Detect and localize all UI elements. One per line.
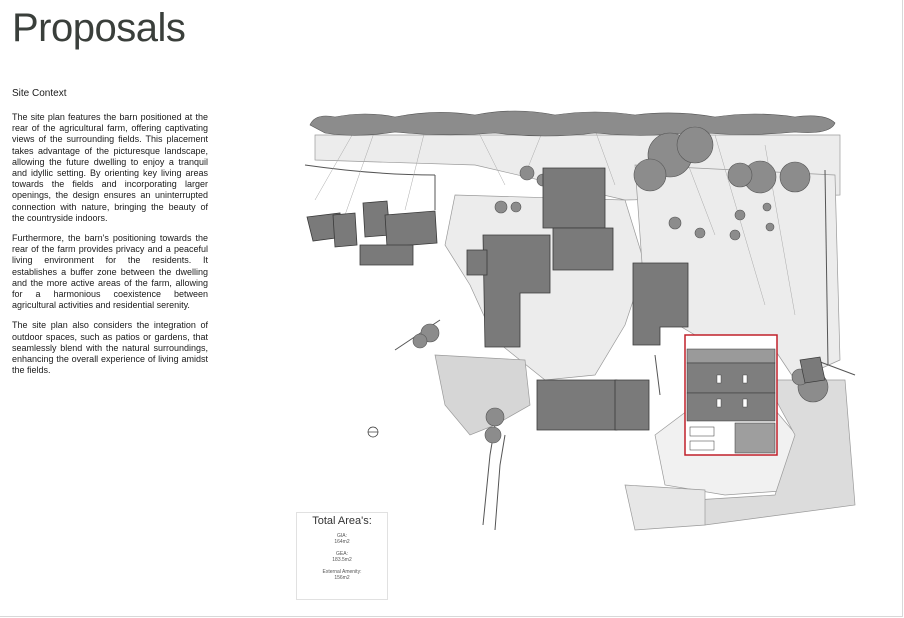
area-value: 156m2 [334,575,350,581]
area-item-gea [297,551,387,563]
area-value: 183.5m2 [332,557,352,563]
site-plan-drawing [295,105,875,545]
area-item-gia [297,533,387,545]
site-context-heading: Site Context [12,88,67,99]
area-summary-box [296,512,388,600]
paragraph-1: The site plan features the barn positioned at the rear of the agricultural farm, offering captivating views of the surrounding fields. This placement takes advantage of the picturesque landscape, allowing the future dwelling to enjoy a tranquil and idyllic setting. By orienting key living areas towards the fields and incorporating larger openings, the design ensures an uninterrupted connection with nature, bringing the beauty of the countryside indoors. [12,112,208,223]
paragraph-2: Furthermore, the barn's positioning towards the rear of the farm provides privacy and a peaceful living environment for the residents. It establishes a buffer zone between the dwelling and the more active areas of the farm, allowing for a harmonious coexistence between agricultural activities and residential serenity. [12,233,208,311]
north-arrow-icon [368,427,378,437]
area-item-external-amenity [297,569,387,581]
area-summary-title: Total Area's: [312,515,372,527]
page-title: Proposals [12,6,186,50]
hedge-treeline [310,111,835,136]
area-label: GIA: [336,533,347,539]
paragraph-3: The site plan also considers the integration of outdoor spaces, such as patios or gardens, that seamlessly blend with the natural surroundings, enhancing the overall experience of living amidst the fields. [12,320,208,376]
area-label: GEA: [336,551,348,557]
area-value: 164m2 [334,539,350,545]
proposed-dwelling [685,335,777,455]
area-label: External Amenity: [322,569,362,575]
site-context-body [12,112,208,385]
neighbouring-house [307,201,437,265]
